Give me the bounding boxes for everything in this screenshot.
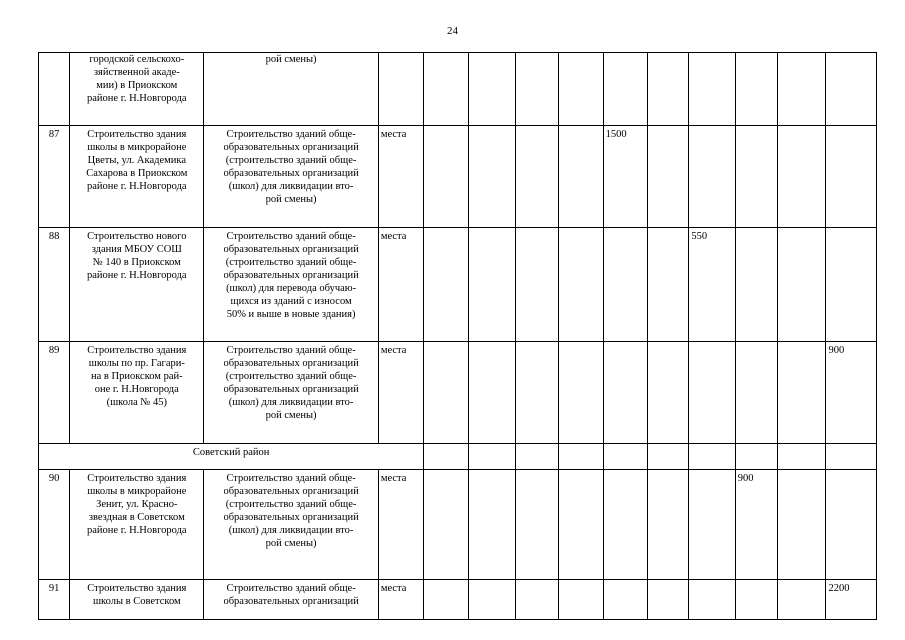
unit-cell: места [378,470,423,580]
value-cell [603,444,647,470]
value-cell [424,53,468,126]
value-cell [515,580,558,620]
unit-cell: места [378,580,423,620]
table-row [39,53,877,126]
value-cell [468,126,515,228]
value-cell [826,53,877,126]
value-cell [468,444,515,470]
value-cell [735,342,777,444]
unit-cell: места [378,342,423,444]
value-cell [468,470,515,580]
object-name-cell: городской сельскохо- зяйственной акаде- мии) в Приокском районе г. Н.Новгорода [70,53,204,126]
value-cell [515,53,558,126]
object-name-cell: Строительство здания школы в микрорайоне Зенит, ул. Красно- звездная в Советском районе г. Н.Новгорода [70,470,204,580]
value-cell [515,470,558,580]
value-cell [778,470,826,580]
value-cell [735,444,777,470]
row-number-cell: 87 [39,126,70,228]
value-cell: 2200 [826,580,877,620]
value-cell [689,342,735,444]
value-cell: 550 [689,228,735,342]
row-number-cell: 89 [39,342,70,444]
row-number-cell: 90 [39,470,70,580]
object-name-cell: Строительство здания школы по пр. Гагари- на в Приокском рай- оне г. Н.Новгорода (школа № 45) [70,342,204,444]
value-cell [689,580,735,620]
row-number-cell: 91 [39,580,70,620]
value-cell [515,228,558,342]
value-cell [468,228,515,342]
value-cell [559,53,603,126]
value-cell [559,444,603,470]
value-cell [826,470,877,580]
value-cell [778,342,826,444]
unit-cell: места [378,126,423,228]
value-cell [559,126,603,228]
table-row [39,580,877,620]
value-cell [689,126,735,228]
row-number-cell [39,53,70,126]
description-cell: Строительство зданий обще- образовательных организаций [204,580,378,620]
description-cell: Строительство зданий обще- образовательных организаций (строительство зданий обще- образовательных организаций (школ) для ликвидации вто- рой смены) [204,342,378,444]
unit-cell [378,53,423,126]
value-cell [689,470,735,580]
value-cell [468,580,515,620]
value-cell [603,470,647,580]
value-cell [648,53,689,126]
description-cell: Строительство зданий обще- образовательных организаций (строительство зданий обще- образовательных организаций (школ) для перевода обучаю- щихся из зданий с износом 50% и выше в новые здания) [204,228,378,342]
value-cell [648,228,689,342]
object-name-cell: Строительство здания школы в микрорайоне Цветы, ул. Академика Сахарова в Приокском районе г. Н.Новгорода [70,126,204,228]
table-row [39,126,877,228]
description-cell: рой смены) [204,53,378,126]
value-cell [424,470,468,580]
value-cell [559,228,603,342]
object-name-cell: Строительство нового здания МБОУ СОШ № 140 в Приокском районе г. Н.Новгорода [70,228,204,342]
value-cell [559,470,603,580]
district-header-row [39,444,877,470]
page-number: 24 [447,25,458,37]
value-cell [603,580,647,620]
value-cell [648,580,689,620]
value-cell [648,126,689,228]
value-cell [778,126,826,228]
value-cell [778,53,826,126]
value-cell [424,580,468,620]
object-name-cell: Строительство здания школы в Советском [70,580,204,620]
value-cell [515,342,558,444]
value-cell [648,444,689,470]
table-row [39,228,877,342]
description-cell: Строительство зданий обще- образовательных организаций (строительство зданий обще- образовательных организаций (школ) для ликвидации вто- рой смены) [204,126,378,228]
description-cell: Строительство зданий обще- образовательных организаций (строительство зданий обще- образовательных организаций (школ) для ликвидации вто- рой смены) [204,470,378,580]
value-cell [735,126,777,228]
value-cell [424,228,468,342]
value-cell [735,228,777,342]
value-cell [424,444,468,470]
value-cell [735,53,777,126]
investment-objects-table [38,52,877,620]
value-cell [826,126,877,228]
table-row [39,470,877,580]
value-cell [648,342,689,444]
value-cell [515,444,558,470]
value-cell: 900 [735,470,777,580]
value-cell [826,228,877,342]
value-cell: 900 [826,342,877,444]
value-cell [603,53,647,126]
unit-cell: места [378,228,423,342]
value-cell [424,342,468,444]
value-cell [689,53,735,126]
value-cell: 1500 [603,126,647,228]
value-cell [603,342,647,444]
value-cell [468,53,515,126]
value-cell [689,444,735,470]
value-cell [648,470,689,580]
value-cell [559,580,603,620]
value-cell [468,342,515,444]
value-cell [778,444,826,470]
district-label: Советский район [39,444,424,470]
value-cell [778,228,826,342]
value-cell [778,580,826,620]
value-cell [559,342,603,444]
row-number-cell: 88 [39,228,70,342]
value-cell [603,228,647,342]
value-cell [424,126,468,228]
value-cell [735,580,777,620]
table-row [39,342,877,444]
value-cell [515,126,558,228]
value-cell [826,444,877,470]
